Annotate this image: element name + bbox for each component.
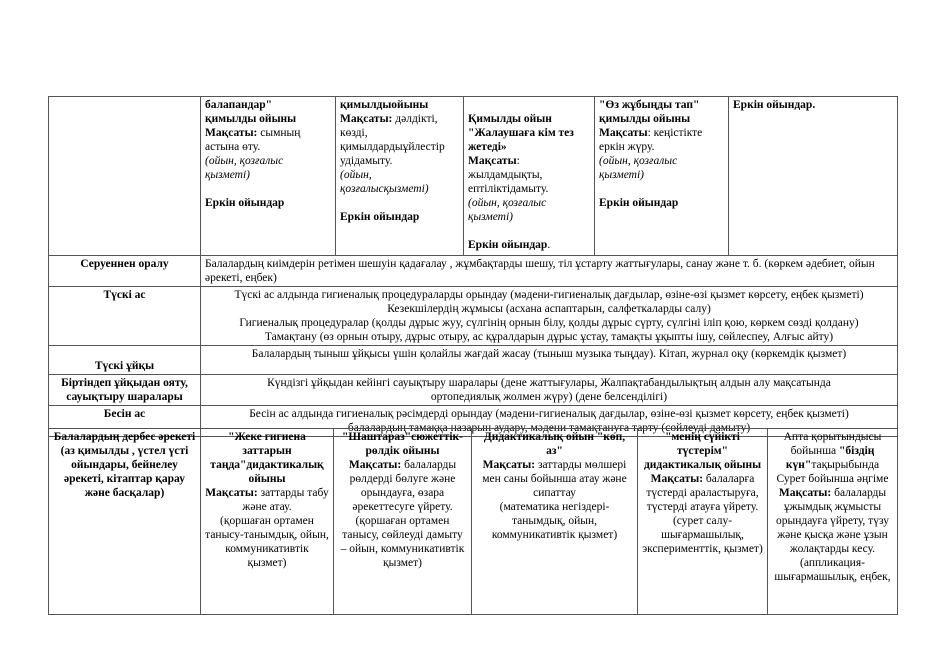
nap-row [49,346,898,375]
activity-cell-1 [201,429,334,615]
schedule-table-top [48,96,898,437]
row-content [201,375,898,406]
games-row [49,97,898,256]
game-type: қимылды ойыны [205,113,297,125]
game-title: "Өз жұбыңды тап" [599,99,700,111]
game-cell-1 [201,97,336,256]
row-label: Балалардың дербес әрекеті (аз қимылды , үстел үсті ойындары, бейнелеу әрекеті, кітаптар қарау және басқалар) [49,429,201,615]
free-games: Еркін ойындар. [468,239,551,251]
game-goal: Мақсаты: кеңістікте еркін жүру. [599,127,703,153]
row-content [201,287,898,346]
activity-cell-5 [768,429,898,615]
activity-goal: Мақсаты: балаларға түстерді араластыруға, түстерді атауға үйрету. [646,473,759,513]
row-label: Бесін ас [49,406,201,437]
activity-row [49,429,898,615]
activity-title: "Жеке гигиена заттарын таңда"дидактикалық ойыны [210,431,324,485]
activity-goal: Мақсаты: балаларды рөлдерді бөлуге және орындауға, өзара әрекеттесуге үйрету. [348,459,457,513]
lunch-row [49,287,898,346]
row-label: Түскі ас [49,287,201,346]
game-note: (ойын, қозғалыс қызметі) [599,155,678,181]
game-type: қимылды ойыны [599,113,691,125]
activity-cell-3 [472,429,638,615]
activity-note: (сурет салу-шығармашылық, эксперименттік, қызмет) [642,515,763,555]
activity-goal: Мақсаты: балаларды ұжымдық жұмысты орындауға үйрету, түзу және қысқа және ұзын жолақтарды кесу. (аппликация-шығармашылық, еңбек, [774,487,891,583]
lunch-line-2: Кезекшілердің жұмысы (асхана аспаптарын, салфеткаларды салу) [387,303,711,315]
schedule-table-bottom [48,428,898,615]
activity-cell-2 [334,429,472,615]
activity-title: Дидактикалық ойын "көп, аз" [483,431,626,457]
free-games: Еркін ойындар [205,197,285,209]
lunch-line-4: Тамақтану (өз орнын отыру, дұрыс отыру, ас құралдарын дұрыс ұстау, тамақты ұқыпты ішу, сөйлеспеу, Алғыс айту) [264,331,834,343]
row-content: Балалардың тыныш ұйқысы үшін қолайлы жағдай жасау (тыныш музыка тыңдау). Кітап, журнал оқу (көркемдік қызмет) [201,346,898,375]
game-goal: Мақсаты: сымның астына өту. [205,127,301,153]
wake-line-2: ортопедиялық жолмен жүру) (дене белсенділігі) [430,391,668,403]
activity-note: (қоршаған ортамен танысу, сөйлеуді дамыту – ойын, коммуникативтік қызмет) [340,515,465,569]
wake-line-1: Күндізгі ұйқыдан кейінгі сауықтыру шаралары (дене жаттығулары, Жалпақтабандылықтың алдын алу мақсатында [267,377,831,389]
game-note: (ойын, қозғалыс қызметі) [468,197,547,223]
snack-line-1: Бесін ас алдында гигиеналық рәсімдерді орындау (мәдени-гигиеналық дағдылар, өзіне-өзі қызмет көрсету, еңбек қызметі) [249,408,849,420]
row-label: Серуеннен оралу [49,256,201,287]
free-games: Еркін ойындар [599,197,679,209]
activity-title: "Шаштараз"сюжеттік-рөлдік ойыны [341,431,463,457]
game-cell-3 [464,97,595,256]
game-goal: Мақсаты: дәлдікті, көзді, қимылдардыұйлестір удідамыту. [340,113,445,167]
activity-cell-4 [638,429,768,615]
activity-title: Апта қорытындысы бойынша "біздің күн"тақырыбында Сурет бойынша әңгіме [776,431,889,485]
return-walk-row [49,256,898,287]
lunch-line-3: Гигиеналық процедуралар (қолды дұрыс жуу, сүлгінің орнын білу, қолды дұрыс сүрту, сүлгіні іліп қою, көркем сөзді қолдану) [239,317,859,329]
game-cell-5 [729,97,898,256]
game-title: "Жалаушаға кім тез жетеді» [468,127,574,153]
game-cell-2 [336,97,464,256]
wake-row [49,375,898,406]
game-goal: Мақсаты: жылдамдықты, ептіліктідамыту. [468,155,549,195]
row-label: Түскі ұйқы [49,346,201,375]
game-type: қимылдыойыны [340,99,429,111]
activity-note: (қоршаған ортамен танысу-танымдық, ойын, коммуникативтік қызмет) [205,515,329,569]
row-label: Біртіндеп ұйқыдан ояту, сауықтыру шаралары [49,375,201,406]
game-title: балапандар" [205,99,273,111]
game-note: (ойын, қозғалыс қызметі) [205,155,284,181]
activity-note: (математика негіздері-танымдық, ойын, коммуникативтік қызмет) [491,501,618,541]
row-content: Балалардың киімдерін ретімен шешуін қадағалау , жұмбақтарды шешу, тіл ұстарту жаттығулары, санау және т. б. (көркем әдебиет, ойын әрекеті, еңбек) [201,256,898,287]
activity-title: "менің сүйікті түстерім" дидактикалық ойыны [643,431,762,471]
game-cell-4 [595,97,729,256]
snack-line-2: балалардың тамаққа назарын аудару, мәдени тамақтануға тарту (сөйлеуді дамыту) [347,422,751,434]
lunch-line-1: Түскі ас алдында гигиеналық процедураларды орындау (мәдени-гигиеналық дағдылар, өзіне-өзі қызмет көрсету, еңбек қызметі) [234,289,864,301]
activity-goal: Мақсаты: заттарды табу және атау. [205,487,329,513]
activity-goal: Мақсаты: заттарды мөлшері мен саны бойынша атау және сипаттау [482,459,627,499]
game-note: (ойын, қозғалысқызметі) [340,169,429,195]
empty-cell [49,97,201,256]
game-type: Қимылды ойын [468,113,552,125]
free-games: Еркін ойындар [340,211,420,223]
free-games: Еркін ойындар. [733,99,816,111]
